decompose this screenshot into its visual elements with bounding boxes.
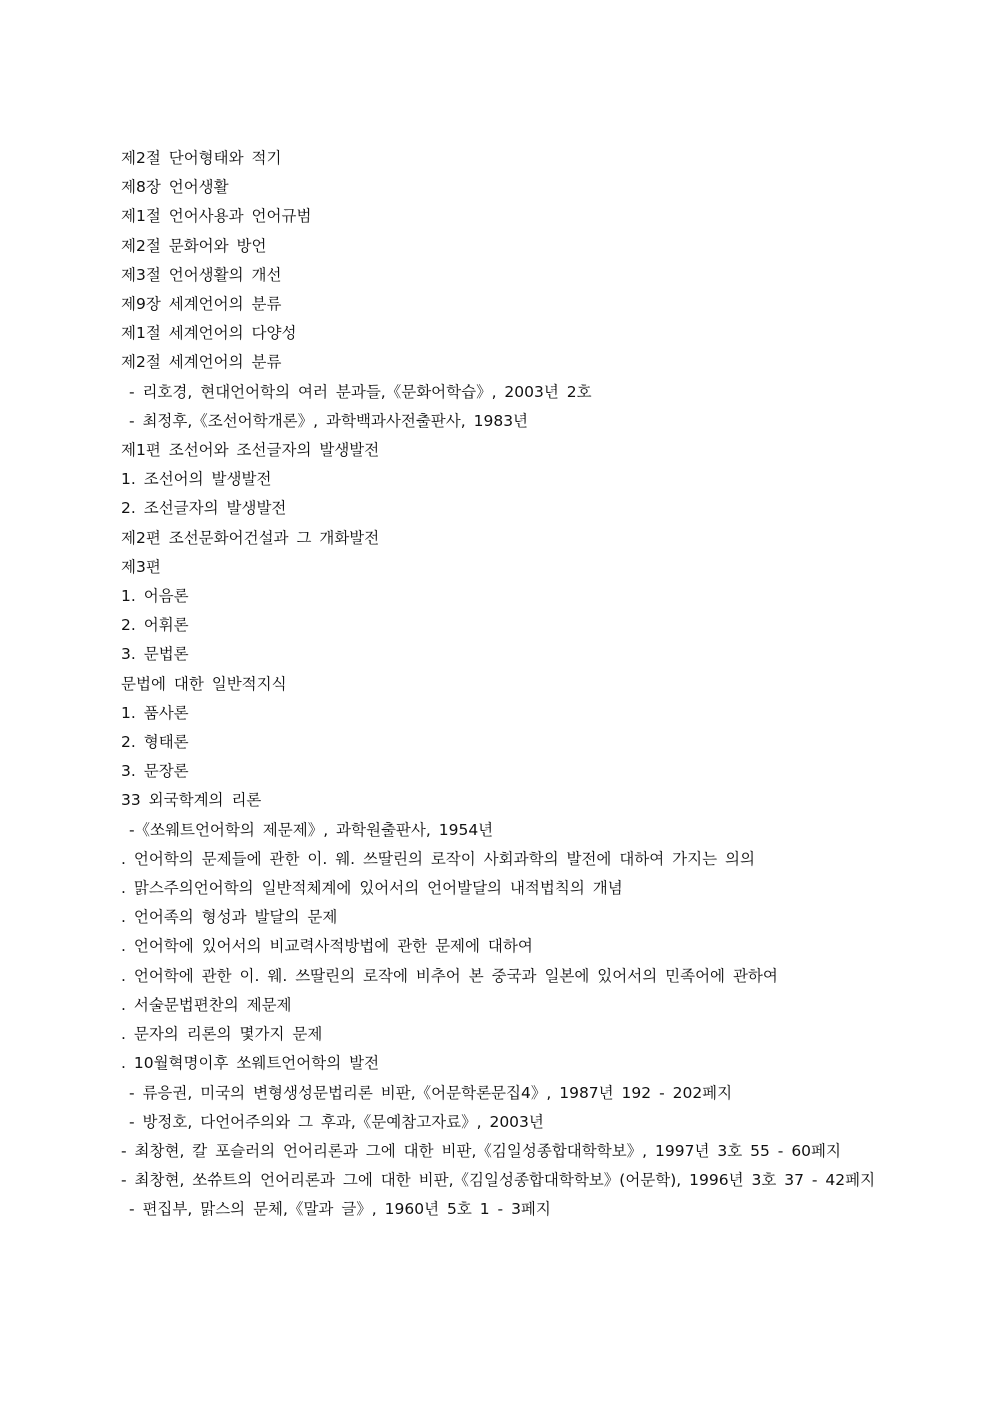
text-line: 3. 문법론 <box>121 645 189 664</box>
document-body <box>121 144 891 1225</box>
text-line: . 문자의 리론의 몇가지 문제 <box>121 1025 323 1044</box>
reference-line: - 최정후,《조선어학개론》, 과학백과사전출판사, 1983년 <box>121 411 529 430</box>
text-line: 2. 어휘론 <box>121 616 189 635</box>
text-line: 1. 조선어의 발생발전 <box>121 470 272 489</box>
text-line: . 언어학에 관한 이. 웨. 쓰딸린의 로작에 비추어 본 중국과 일본에 있어서의 민족어에 관하여 <box>121 966 778 985</box>
text-line: 제2절 세계언어의 분류 <box>121 353 282 372</box>
reference-line: - 최창현, 쏘쓔트의 언어리론과 그에 대한 비판,《김일성종합대학학보》(어문학), 1996년 3호 37 - 42페지 <box>121 1171 876 1190</box>
text-line: 제1편 조선어와 조선글자의 발생발전 <box>121 441 380 460</box>
reference-line: - 방정호, 다언어주의와 그 후과,《문예참고자료》, 2003년 <box>121 1112 544 1131</box>
text-line: 제2절 문화어와 방언 <box>121 236 267 255</box>
text-line: 1. 품사론 <box>121 703 189 722</box>
reference-line: - 최창현, 칼 포슬러의 언어리론과 그에 대한 비판,《김일성종합대학학보》, 1997년 3호 55 - 60페지 <box>121 1141 841 1160</box>
text-line: 문법에 대한 일반적지식 <box>121 674 287 693</box>
reference-line: - 리호경, 현대언어학의 여러 분과들,《문화어학습》, 2003년 2호 <box>121 382 592 401</box>
text-line: 제1절 언어사용과 언어규범 <box>121 207 312 226</box>
reference-line: - 류응권, 미국의 변형생성문법리론 비판,《어문학론문집4》, 1987년 192 - 202페지 <box>121 1083 733 1102</box>
text-line: 1. 어음론 <box>121 587 189 606</box>
text-line: 제2절 단어형태와 적기 <box>121 149 282 167</box>
text-line: 제1절 세계언어의 다양성 <box>121 324 297 343</box>
text-line: 제9장 세계언어의 분류 <box>121 295 282 314</box>
text-line: 2. 조선글자의 발생발전 <box>121 499 287 518</box>
text-line: . 맑스주의언어학의 일반적체계에 있어서의 언어발달의 내적법칙의 개념 <box>121 879 623 898</box>
text-line: 제2편 조선문화어건설과 그 개화발전 <box>121 528 380 547</box>
text-line: 2. 형태론 <box>121 733 189 752</box>
reference-line: - 편집부, 맑스의 문체,《말과 글》, 1960년 5호 1 - 3페지 <box>121 1200 551 1219</box>
text-line: . 언어족의 형성과 발달의 문제 <box>121 908 338 927</box>
text-line: 제3편 <box>121 557 161 576</box>
text-line: . 10월혁명이후 쏘웨트언어학의 발전 <box>121 1054 380 1073</box>
text-line: . 언어학의 문제들에 관한 이. 웨. 쓰딸린의 로작이 사회과학의 발전에 대하여 가지는 의의 <box>121 849 755 868</box>
text-line: 3. 문장론 <box>121 762 189 781</box>
text-line: . 서술문법편찬의 제문제 <box>121 995 292 1014</box>
text-line: 제3절 언어생활의 개선 <box>121 265 282 284</box>
reference-line: -《쏘웨트언어학의 제문제》, 과학원출판사, 1954년 <box>121 820 494 839</box>
text-line: 제8장 언어생활 <box>121 178 229 197</box>
text-line: . 언어학에 있어서의 비교력사적방법에 관한 문제에 대하여 <box>121 937 533 956</box>
text-line: 33 외국학계의 리론 <box>121 791 262 810</box>
